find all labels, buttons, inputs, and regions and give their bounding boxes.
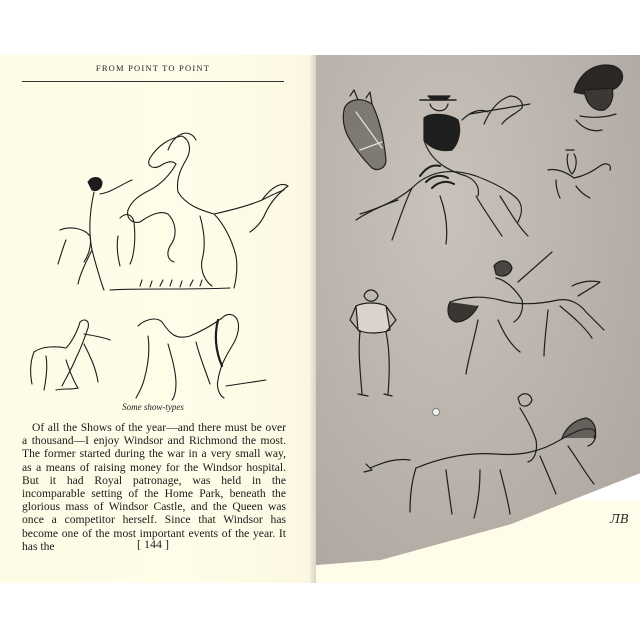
sketch-small-rider bbox=[548, 150, 610, 198]
sketch-polo-ball bbox=[432, 408, 439, 415]
running-head: FROM POINT TO POINT bbox=[22, 63, 284, 82]
sketch-portrait-hat bbox=[574, 65, 623, 131]
sketch-standing-player bbox=[350, 290, 396, 396]
figure-caption: Some show-types bbox=[122, 402, 184, 412]
sketch-horse-head bbox=[343, 90, 386, 170]
sketch-galloping-rider bbox=[356, 96, 530, 244]
page-number: [ 144 ] bbox=[137, 537, 169, 551]
body-paragraph: Of all the Shows of the year—and there must be over a thousand—I enjoy Windsor and Richmond the most. The former started during the war in a very small way, as a means of raising money for the Windsor hospital. But it had Royal patronage, was held in the incomparable setting of the Home Park, beneath the glorious mass of Windsor Castle, and the Queen was once a competitor herself. Since that Windsor has become one of the most important events of the year. It has the bbox=[22, 421, 286, 553]
sketch-polo-player bbox=[448, 252, 604, 374]
artist-signature: ЛB bbox=[610, 512, 629, 526]
sketch-rider-leading-horse bbox=[364, 394, 596, 518]
